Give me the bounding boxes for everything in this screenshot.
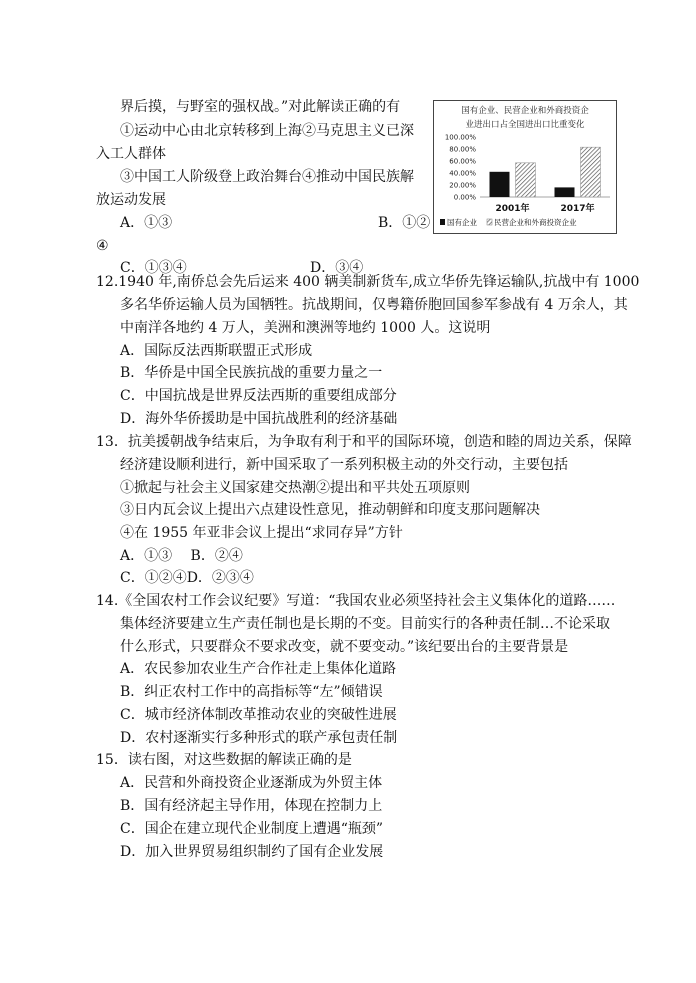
q12-option-d: D．海外华侨援助是中国抗战胜利的经济基础 [120, 411, 398, 427]
bar-state-owned-0 [490, 172, 510, 197]
y-tick-label: 20.00% [449, 181, 476, 190]
chart-title-line1: 国有企业、民营企业和外商投资企 [461, 106, 589, 116]
q15-option-b: B．国有经济起主导作用，体现在控制力上 [120, 798, 383, 814]
q12-stem-line: 多名华侨运输人员为国牺牲。抗战期间，仅粤籍侨胞回国参军参战有 4 万余人，其 [120, 297, 628, 313]
x-category-label: 2001年 [495, 204, 530, 214]
q14-stem-line: 集体经济要建立生产责任制也是长期的不变。目前实行的各种责任制…不论采取 [120, 616, 610, 632]
q14-option-c: C．城市经济体制改革推动农业的突破性进展 [120, 707, 397, 723]
q12-stem-line: 12.1940 年,南侨总会先后运来 400 辆美制新货车,成立华侨先锋运输队,抗战中有 1000 [96, 274, 640, 290]
q13-stem-line: 13．抗美援朝战争结束后，为争取有利于和平的国际环境，创造和睦的周边关系，保障 [96, 434, 632, 450]
q10-option-b-cont: ④ [96, 238, 109, 254]
q10-option-b: B．①② [378, 215, 431, 231]
q10-option-d: D．③④ [310, 260, 364, 276]
q13-item: ③日内瓦会议上提出六点建设性意见，推动朝鲜和印度支那问题解决 [120, 502, 540, 518]
legend-swatch [440, 219, 445, 225]
legend-label: 民营企业和外商投资企业 [494, 218, 577, 227]
q10-option-a: A．①③ [120, 215, 173, 231]
bar-private-foreign-1 [581, 147, 601, 197]
y-tick-label: 40.00% [449, 169, 476, 178]
q10-text-line: 放运动发展 [96, 192, 166, 208]
q10-text-line: ③中国工人阶级登上政治舞台④推动中国民族解 [120, 169, 414, 185]
q12-option-a: A．国际反法西斯联盟正式形成 [120, 343, 313, 359]
chart-svg [434, 101, 616, 233]
q12-stem-line: 中南洋各地约 4 万人，美洲和澳洲等地约 1000 人。这说明 [120, 320, 491, 336]
y-tick-label: 80.00% [449, 145, 476, 154]
q13-item: ④在 1955 年亚非会议上提出“求同存异”方针 [120, 525, 403, 541]
chart-title-line2: 业进出口占全国进出口比重变化 [465, 120, 585, 130]
q13-stem-line: 经济建设顺利进行，新中国采取了一系列积极主动的外交行动，主要包括 [120, 457, 568, 473]
q14-option-d: D．农村逐渐实行多种形式的联产承包责任制 [120, 730, 398, 746]
bar-state-owned-1 [555, 187, 575, 197]
q14-stem-line: 14.《全国农村工作会议纪要》写道：“我国农业必须坚持社会主义集体化的道路…… [96, 593, 616, 609]
bar-private-foreign-0 [516, 163, 536, 197]
q13-item: ①掀起与社会主义国家建交热潮②提出和平共处五项原则 [120, 480, 470, 496]
q10-text-line: ①运动中心由北京转移到上海②马克思主义已深 [120, 123, 414, 139]
x-category-label: 2017年 [560, 204, 595, 214]
y-tick-label: 60.00% [449, 157, 476, 166]
q13-options-cd: C．①②④D．②③④ [120, 570, 254, 586]
trade-share-chart [433, 100, 617, 234]
q14-stem-line: 什么形式，只要群众不要求改变，就不要变动。”该纪要出台的主要背景是 [120, 639, 569, 655]
q10-text-line: 界后摸，与野室的强权战。”对此解读正确的有 [120, 99, 401, 115]
q14-option-b: B．纠正农村工作中的高指标等“左”倾错误 [120, 684, 383, 700]
q13-options-ab: A．①③ B．②④ [120, 548, 243, 564]
q15-option-c: C．国企在建立现代企业制度上遭遇“瓶颈” [120, 821, 384, 837]
q10-option-c: C．①③④ [120, 260, 187, 276]
q12-option-c: C．中国抗战是世界反法西斯的重要组成部分 [120, 388, 397, 404]
y-tick-label: 0.00% [453, 193, 476, 202]
y-tick-label: 100.00% [444, 133, 476, 142]
q15-stem-line: 15．读右图，对这些数据的解读正确的是 [96, 752, 352, 768]
legend-swatch [487, 219, 492, 225]
q10-text-line: 入工人群体 [96, 146, 166, 162]
legend-label: 国有企业 [447, 218, 477, 227]
q15-option-a: A．民营和外商投资企业逐渐成为外贸主体 [120, 775, 383, 791]
q15-option-d: D．加入世界贸易组织制约了国有企业发展 [120, 844, 384, 860]
q14-option-a: A．农民参加农业生产合作社走上集体化道路 [120, 661, 397, 677]
q12-option-b: B．华侨是中国全民族抗战的重要力量之一 [120, 365, 383, 381]
